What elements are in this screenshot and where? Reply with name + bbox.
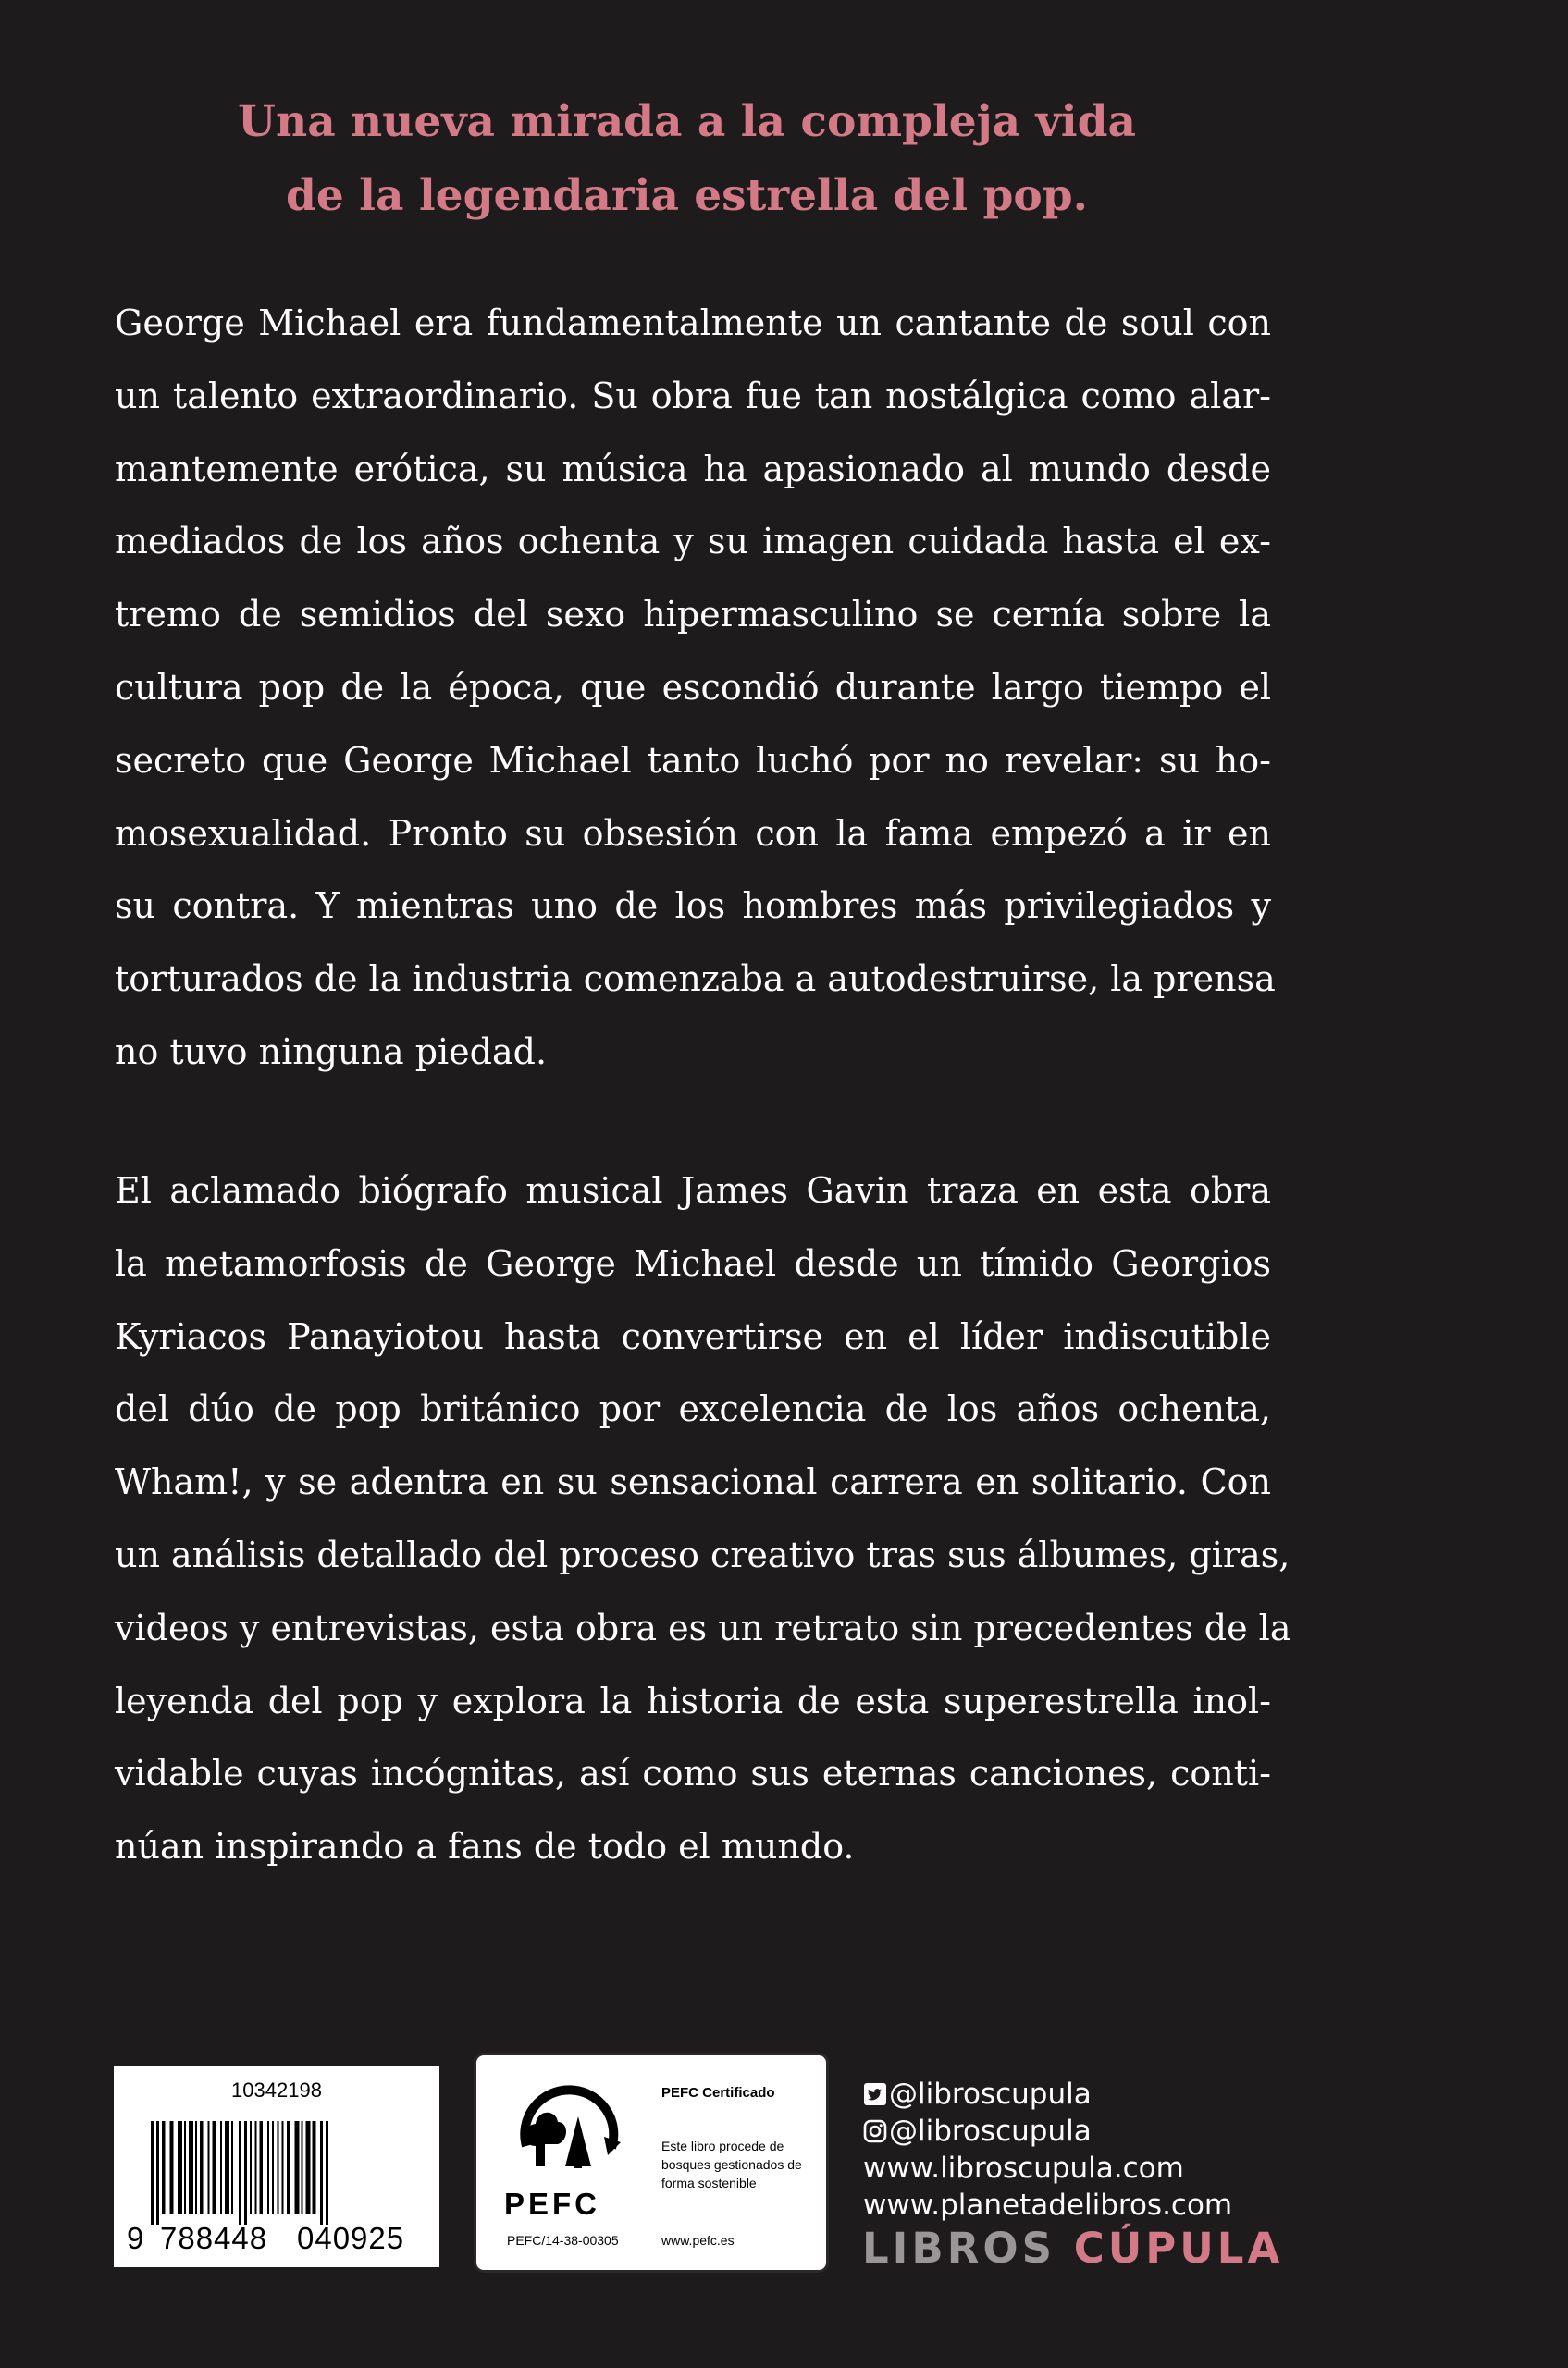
twitter-handle-row[interactable]	[863, 2076, 1270, 2113]
text-line: un análisis detallado del proceso creativo tras sus álbumes, giras,	[115, 1534, 1290, 1575]
barcode-reference-number: 10342198	[231, 2078, 322, 2102]
text-line: tremo de semidios del sexo hipermasculino se cernía sobre la	[115, 594, 1271, 635]
twitter-icon	[863, 2082, 887, 2106]
text-line: un talento extraordinario. Su obra fue tan nostálgica como alar-	[115, 375, 1271, 416]
instagram-handle-row[interactable]	[863, 2113, 1270, 2150]
text-line: su contra. Y mientras uno de los hombres más privilegiados y	[115, 885, 1271, 927]
text-line: mosexualidad. Pronto su obsesión con la fama empezó a ir en	[115, 812, 1271, 854]
text-line: videos y entrevistas, esta obra es un retrato sin precedentes de la	[115, 1607, 1291, 1648]
website-libroscupula[interactable]: www.libroscupula.com	[863, 2152, 1184, 2185]
barcode-bar	[244, 2121, 247, 2225]
barcode-bar	[267, 2121, 269, 2214]
barcode-bar	[320, 2121, 323, 2225]
barcode-bar	[189, 2121, 193, 2214]
instagram-handle: @libroscupula	[889, 2115, 1092, 2148]
barcode-bar	[184, 2121, 186, 2214]
barcode-bar	[302, 2121, 303, 2214]
text-line: George Michael era fundamentalmente un cantante de soul con	[115, 302, 1271, 343]
barcode-digit-lead: 9	[127, 2221, 145, 2255]
barcode-bar	[178, 2121, 182, 2214]
barcode-bars	[151, 2121, 406, 2232]
text-line: Wham!, y se adentra en su sensacional carrera en solitario. Con	[115, 1462, 1271, 1503]
synopsis-paragraph-2	[115, 1154, 1291, 1883]
text-line: leyenda del pop y explora la historia de esta superestrella inol-	[115, 1680, 1271, 1721]
barcode-bar	[272, 2121, 274, 2214]
text-line: no tuvo ninguna piedad.	[115, 1030, 548, 1072]
synopsis-paragraph-1	[115, 287, 1276, 1089]
barcode-digit-group-2: 040925	[297, 2221, 405, 2255]
barcode-bar	[250, 2121, 252, 2214]
barcode-bar	[208, 2121, 210, 2214]
barcode-digit-group-1: 788448	[160, 2221, 268, 2255]
barcode-bar	[213, 2121, 216, 2214]
barcode-bar	[156, 2121, 159, 2225]
barcode-digits	[127, 2221, 404, 2256]
barcode-bar	[170, 2121, 174, 2214]
publisher-logo-word-1: LIBROS	[862, 2224, 1056, 2273]
barcode-bar	[278, 2121, 279, 2214]
pefc-code: PEFC/14-38-00305	[507, 2233, 619, 2248]
barcode-bar	[282, 2121, 284, 2214]
barcode-bar	[151, 2121, 154, 2225]
barcode-bar	[220, 2121, 222, 2214]
barcode-bar	[260, 2121, 264, 2214]
publisher-logo-word-2: CÚPULA	[1073, 2224, 1284, 2273]
pefc-logo-text: PEFC	[504, 2187, 601, 2221]
tagline-line-2: de la legendaria estrella del pop.	[286, 170, 1088, 221]
text-line: Kyriacos Panayiotou hasta convertirse en el líder indiscutible	[115, 1315, 1271, 1357]
barcode-bar	[295, 2121, 300, 2214]
text-line: secreto que George Michael tanto luchó por no revelar: su ho-	[115, 739, 1271, 781]
isbn-barcode	[114, 2066, 439, 2267]
pefc-url[interactable]: www.pefc.es	[661, 2233, 735, 2248]
barcode-bar	[239, 2121, 241, 2225]
text-line: torturados de la industria comenzaba a autodestruirse, la prensa	[115, 958, 1276, 1000]
barcode-bar	[255, 2121, 257, 2214]
text-line: El aclamado biógrafo musical James Gavin traza en esta obra	[115, 1170, 1271, 1211]
publisher-logo	[862, 2224, 1283, 2273]
instagram-icon	[863, 2119, 887, 2143]
pefc-certification-label	[476, 2055, 826, 2270]
pefc-tree-logo-icon	[508, 2081, 628, 2188]
barcode-bar	[287, 2121, 290, 2214]
text-line: la metamorfosis de George Michael desde un tímido Georgios	[115, 1242, 1271, 1284]
tagline	[116, 85, 1258, 233]
barcode-bar	[306, 2121, 311, 2214]
text-line: del dúo de pop británico por excelencia de los años ochenta,	[115, 1388, 1271, 1430]
text-line: vidable cuyas incógnitas, así como sus eternas canciones, conti-	[115, 1753, 1271, 1794]
barcode-bar	[200, 2121, 204, 2214]
barcode-bar	[326, 2121, 328, 2225]
website-planetadelibros[interactable]: www.planetadelibros.com	[863, 2189, 1233, 2222]
text-line: mediados de los años ochenta y su imagen cuidada hasta el ex-	[115, 521, 1271, 562]
barcode-bar	[225, 2121, 229, 2214]
text-line: núan inspirando a fans de todo el mundo.	[115, 1826, 855, 1868]
pefc-title: PEFC Certificado	[661, 2085, 775, 2101]
barcode-bar	[162, 2121, 166, 2214]
text-line: cultura pop de la época, que escondió durante largo tiempo el	[115, 666, 1271, 708]
barcode-bar	[313, 2121, 316, 2214]
social-links	[863, 2076, 1270, 2224]
pefc-description: Este libro procede de bosques gestionados de forma sostenible	[661, 2139, 802, 2190]
tagline-line-1: Una nueva mirada a la compleja vida	[238, 96, 1136, 147]
barcode-bar	[195, 2121, 197, 2214]
text-line: mantemente erótica, su música ha apasionado al mundo desde	[115, 448, 1271, 489]
twitter-handle: @libroscupula	[889, 2078, 1092, 2111]
barcode-bar	[231, 2121, 233, 2214]
